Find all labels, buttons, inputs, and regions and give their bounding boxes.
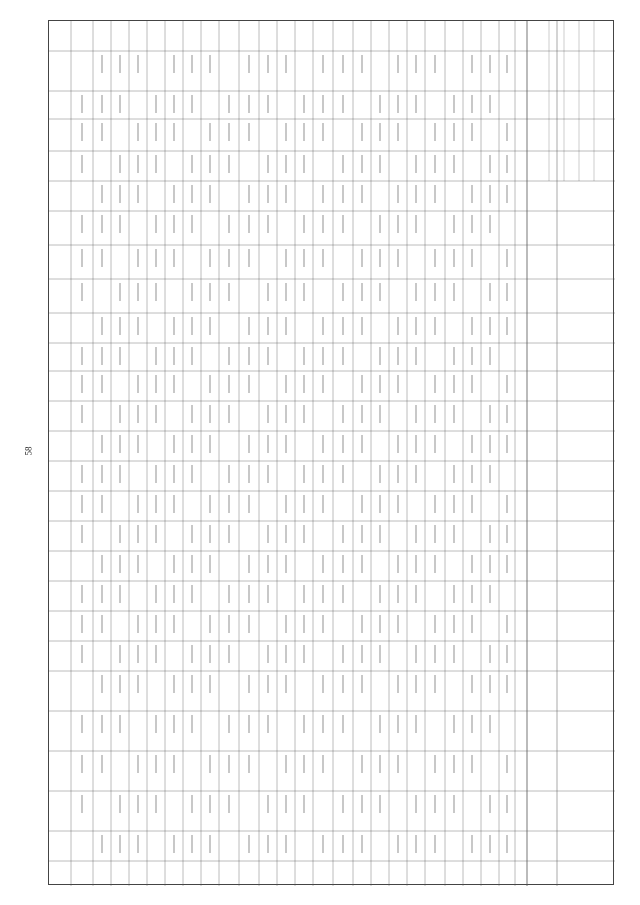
rotated-data-table xyxy=(48,20,614,885)
page-number: 58 xyxy=(23,446,34,456)
table-grid-lines xyxy=(49,21,615,886)
